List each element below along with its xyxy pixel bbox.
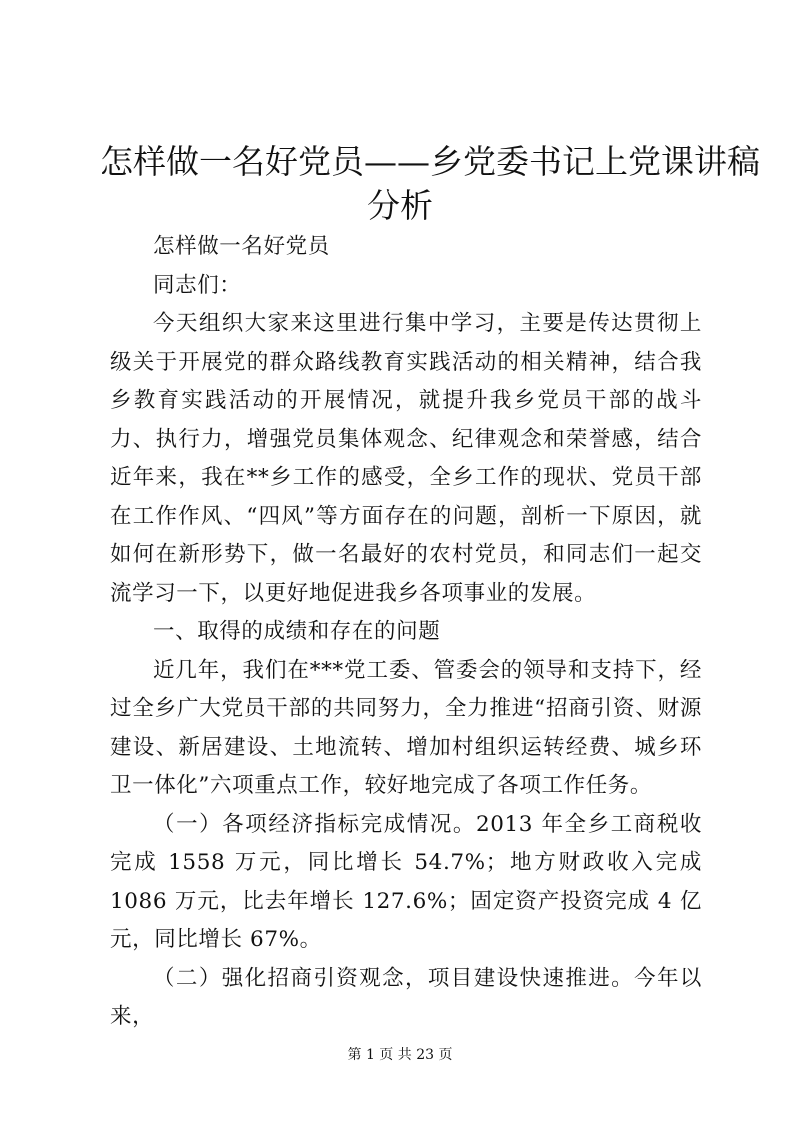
title-line-1: 怎样做一名好党员——乡党委书记上党课讲稿 xyxy=(100,142,760,181)
document-body xyxy=(110,228,702,1037)
paragraph-salutation: 同志们： xyxy=(153,272,242,298)
section-heading-1: 一、取得的成绩和存在的问题 xyxy=(153,619,441,644)
paragraph-investment: （二）强化招商引资观念，项目建设快速推进。今年以来， xyxy=(110,965,702,1029)
paragraph-intro: 今天组织大家来这里进行集中学习，主要是传达贯彻上级关于开展党的群众路线教育实践活动的相关精神，结合我乡教育实践活动的开展情况，就提升我乡党员干部的战斗力、执行力，增强党员集体观念、纪律观念和荣誉感，结合近年来，我在**乡工作的感受，全乡工作的现状、党员干部在工作作风、“四风”等方面存在的问题，剖析一下原因，就如何在新形势下，做一名最好的农村党员，和同志们一起交流学习一下，以更好地促进我乡各项事业的发展。 xyxy=(110,311,702,606)
title-line-2: 分析 xyxy=(367,186,433,225)
page-number-footer: 第 1 页 共 23 页 xyxy=(347,1047,453,1063)
document-title xyxy=(100,140,760,228)
paragraph-achievements: 近几年，我们在***党工委、管委会的领导和支持下，经过全乡广大党员干部的共同努力，全力推进“招商引资、财源建设、新居建设、土地流转、增加村组织运转经费、城乡环卫一体化”六项重点工作，较好地完成了各项工作任务。 xyxy=(110,657,702,798)
paragraph-subtitle: 怎样做一名好党员 xyxy=(153,234,330,259)
paragraph-economic-indicators: （一）各项经济指标完成情况。2013 年全乡工商税收完成 1558 万元，同比增长 54.7%；地方财政收入完成 1086 万元，比去年增长 127.6%；固定资产投资完成 4 亿元，同比增长 67%。 xyxy=(110,811,702,952)
